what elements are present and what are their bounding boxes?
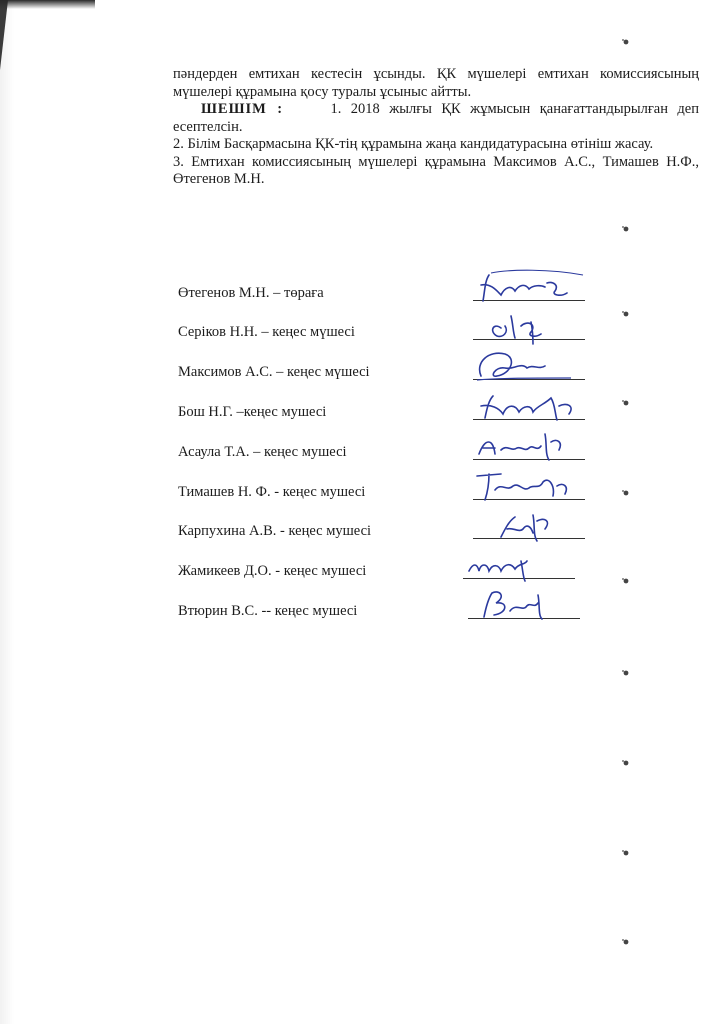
handwritten-signature bbox=[471, 348, 587, 384]
signatory-row bbox=[178, 314, 598, 344]
signatory-name: Өтегенов М.Н. – төрағa bbox=[178, 285, 324, 301]
decision-label: ШЕШІМ : bbox=[201, 101, 284, 117]
handwritten-signature bbox=[466, 587, 582, 623]
signatory-row bbox=[178, 394, 598, 424]
signatory-name: Асаула Т.А. – кеңес мушесі bbox=[178, 444, 347, 460]
signatory-name: Жамикеев Д.О. - кеңес мушесі bbox=[178, 563, 367, 579]
scan-speck-mark bbox=[621, 576, 631, 586]
scan-top-shadow bbox=[0, 0, 95, 9]
signatory-name: Втюрин В.С. -- кеңес мушесі bbox=[178, 603, 358, 619]
signatory-name: Карпухина А.В. - кеңес мушесі bbox=[178, 523, 372, 539]
handwritten-signature bbox=[471, 468, 587, 504]
decision-item-3: 3. Емтихан комиссиясының мүшелері құрамына Максимов А.С., Тимашев Н.Ф., Өтегенов М.Н. bbox=[173, 153, 699, 187]
scan-speck-mark bbox=[621, 309, 631, 319]
signatory-row bbox=[178, 275, 598, 305]
scan-speck-mark bbox=[621, 758, 631, 768]
scan-speck-mark bbox=[621, 668, 631, 678]
signatory-row bbox=[178, 354, 598, 384]
scan-speck-mark bbox=[621, 224, 631, 234]
handwritten-signature bbox=[461, 547, 577, 583]
decision-item-2: 2. Білім Басқармасына ҚК-тің құрамына жаңа кандидатурасына өтініш жасау. bbox=[173, 136, 654, 152]
handwritten-signature bbox=[471, 388, 587, 424]
signatory-name: Серіков Н.Н. – кеңес мүшесі bbox=[178, 324, 355, 340]
signatory-row bbox=[178, 593, 598, 623]
document-body bbox=[173, 66, 699, 189]
handwritten-signature bbox=[471, 428, 587, 464]
scan-speck-mark bbox=[621, 848, 631, 858]
handwritten-signature bbox=[471, 308, 587, 344]
paragraph-intro: пәндерден емтихан кестесін ұсынды. ҚК мүшелері емтихан комиссиясының мүшелері құрамына қосу туралы ұсыныс айтты. bbox=[173, 66, 699, 100]
handwritten-signature bbox=[471, 507, 587, 543]
scan-speck-mark bbox=[621, 37, 631, 47]
decision-item-1: 1. 2018 жылғы ҚК жұмысын қанағаттандырылған деп есептелсін. bbox=[173, 101, 700, 135]
signatory-name: Бош Н.Г. –кеңес мушесі bbox=[178, 404, 327, 420]
scan-speck-mark bbox=[621, 488, 631, 498]
signatory-row bbox=[178, 513, 598, 543]
signatory-row bbox=[178, 434, 598, 464]
decision-paragraph bbox=[173, 101, 699, 136]
scan-speck-mark bbox=[621, 398, 631, 408]
handwritten-signature bbox=[471, 269, 587, 305]
signatory-row bbox=[178, 474, 598, 504]
scan-corner-shadow bbox=[0, 0, 8, 70]
scan-speck-mark bbox=[621, 937, 631, 947]
signatory-name: Максимов А.С. – кеңес мүшесі bbox=[178, 364, 370, 380]
signatory-name: Тимашев Н. Ф. - кеңес мушесі bbox=[178, 484, 366, 500]
signatory-row bbox=[178, 553, 598, 583]
